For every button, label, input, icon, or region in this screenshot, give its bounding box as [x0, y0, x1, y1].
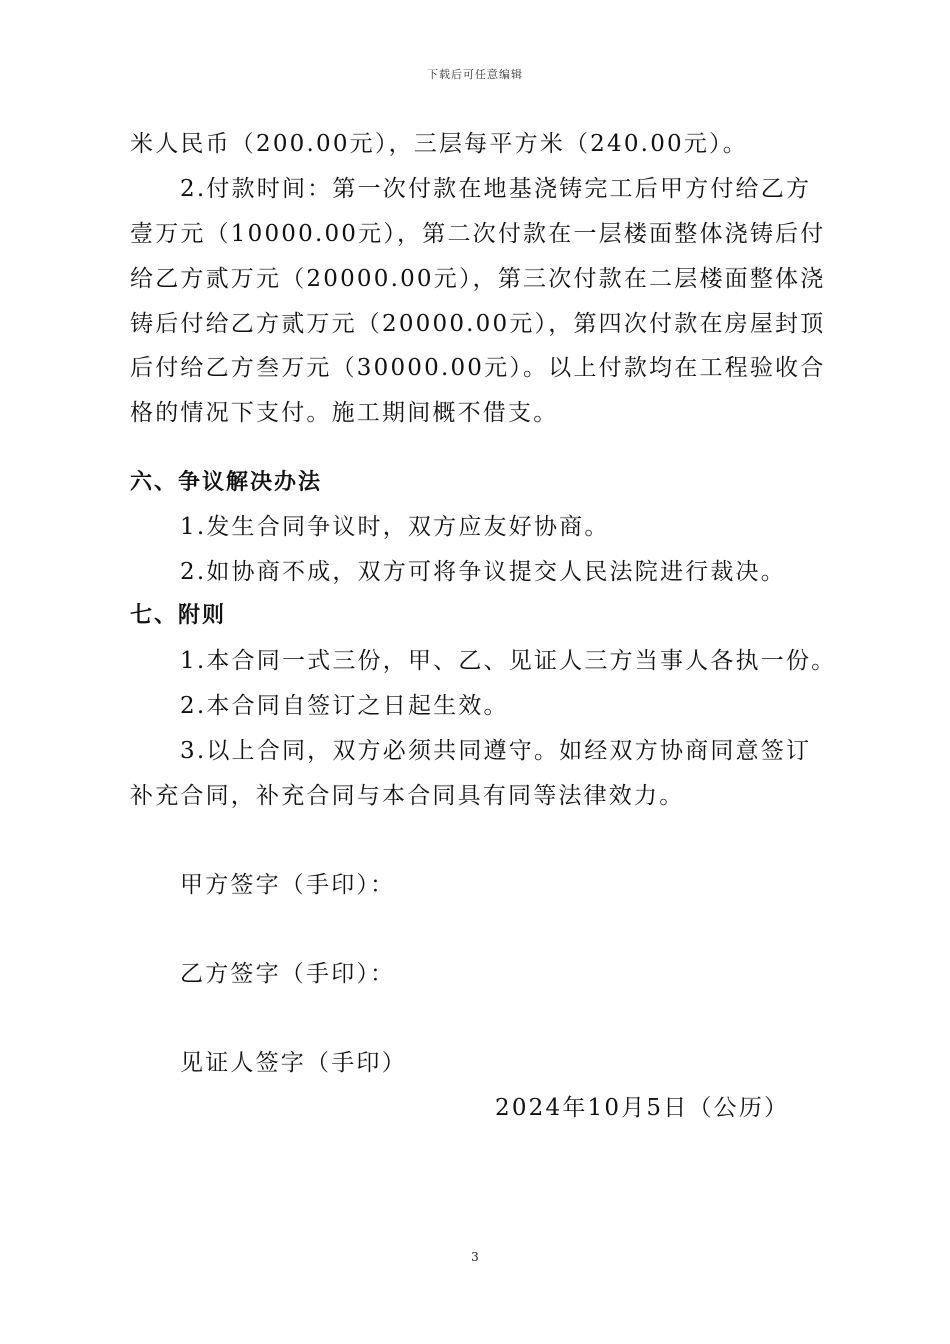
- price-line: 米人民币（200.00元），三层每平方米（240.00元）。: [130, 131, 748, 157]
- payment-time-line-5: 后付给乙方叁万元（30000.00元）。以上付款均在工程验收合: [130, 355, 826, 381]
- payment-time-line-3: 给乙方贰万元（20000.00元），第三次付款在二层楼面整体浇: [130, 266, 826, 292]
- party-b-signature-line: 乙方签字（手印）：: [180, 961, 396, 987]
- payment-time-line-4: 铸后付给乙方贰万元（20000.00元），第四次付款在房屋封顶: [130, 311, 826, 337]
- section-7-item-3: 3.以上合同，双方必须共同遵守。如经双方协商同意签订: [180, 738, 812, 764]
- section-7-item-3-continuation: 补充合同，补充合同与本合同具有同等法律效力。: [130, 783, 685, 809]
- section-7-item-1: 1.本合同一式三份，甲、乙、见证人三方当事人各执一份。: [180, 648, 837, 674]
- section-6-item-1: 1.发生合同争议时，双方应友好协商。: [180, 514, 610, 540]
- party-a-signature-line: 甲方签字（手印）：: [180, 872, 396, 898]
- section-6-title: 六、争议解决办法: [130, 470, 323, 495]
- signing-date: 2024年10月5日（公历）: [495, 1095, 790, 1121]
- page-number: 3: [471, 1250, 479, 1264]
- payment-time-line-1: 2.付款时间：第一次付款在地基浇铸完工后甲方付给乙方: [180, 176, 812, 202]
- page-header-note: 下载后可任意编辑: [427, 68, 523, 81]
- section-6-item-2: 2.如协商不成，双方可将争议提交人民法院进行裁决。: [180, 559, 786, 585]
- witness-signature-line: 见证人签字（手印）: [180, 1050, 407, 1076]
- payment-time-line-2: 壹万元（10000.00元），第二次付款在一层楼面整体浇铸后付: [130, 221, 826, 247]
- payment-time-line-6: 格的情况下支付。施工期间概不借支。: [130, 400, 559, 426]
- section-7-title: 七、附则: [130, 603, 227, 628]
- section-7-item-2: 2.本合同自签订之日起生效。: [180, 693, 509, 719]
